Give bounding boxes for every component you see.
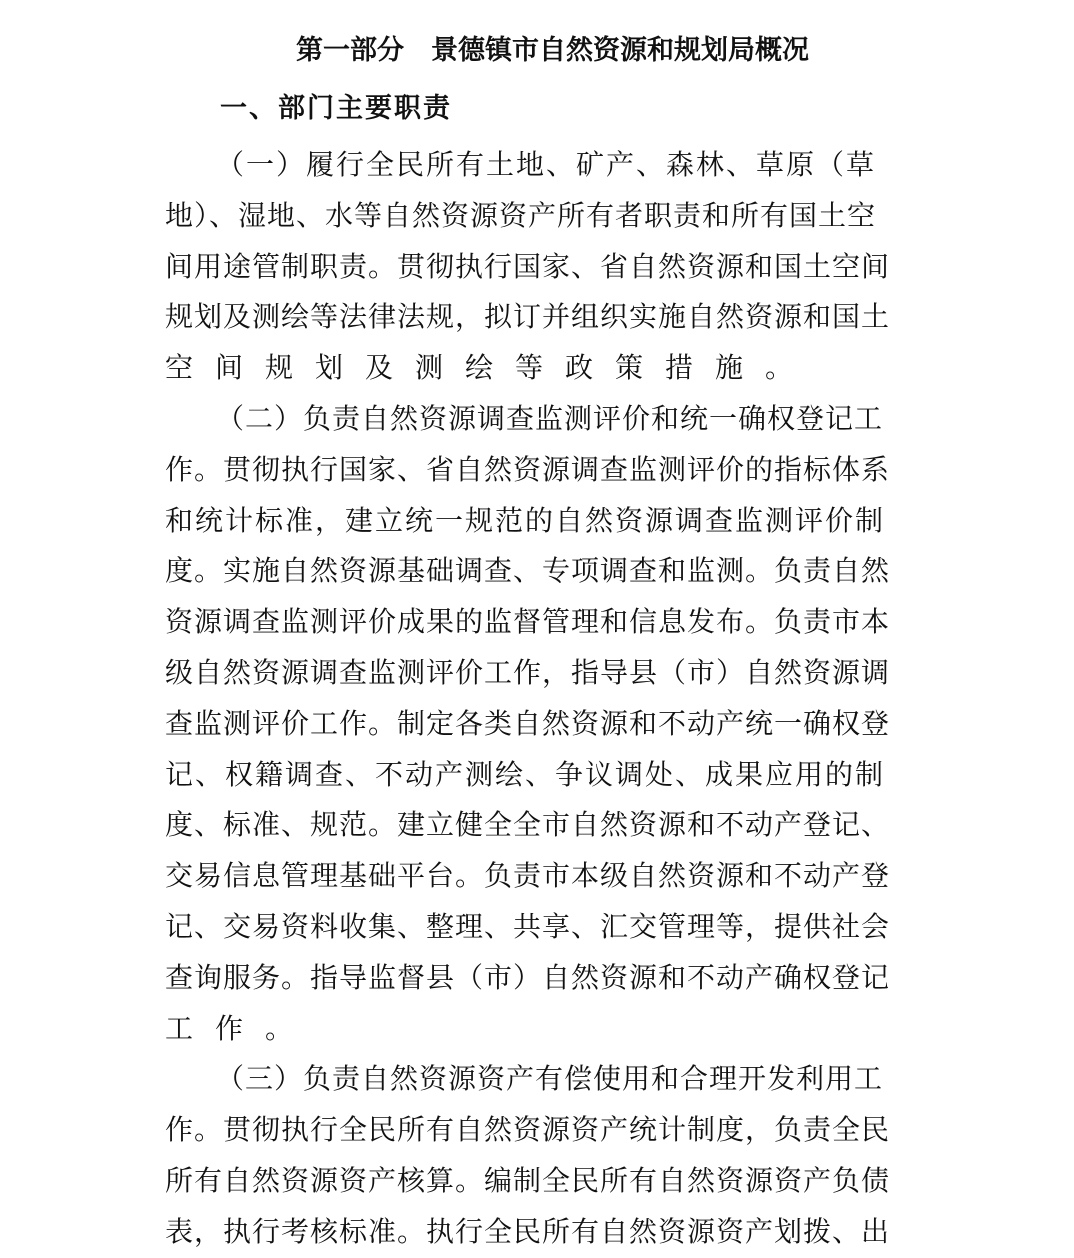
text-line: 地）、湿地、水等自然资源资产所有者职责和所有国土空 bbox=[165, 198, 877, 232]
text-line: 作。贯彻执行全民所有自然资源资产统计制度，负责全民 bbox=[165, 1113, 891, 1147]
text-line: 查监测评价工作。制定各类自然资源和不动产统一确权登 bbox=[165, 706, 891, 740]
text-line: 空间规划及测绘等政策措施。 bbox=[165, 351, 816, 385]
text-line: 规划及测绘等法律法规，拟订并组织实施自然资源和国土 bbox=[165, 300, 891, 334]
text-line: 表，执行考核标准。执行全民所有自然资源资产划拨、出 bbox=[165, 1214, 891, 1248]
text-line: 所有自然资源资产核算。编制全民所有自然资源资产负债 bbox=[165, 1163, 891, 1197]
section-heading: 一、部门主要职责 bbox=[220, 93, 452, 124]
text-line: 间用途管制职责。贯彻执行国家、省自然资源和国土空间 bbox=[165, 249, 891, 283]
text-line: 度、标准、规范。建立健全全市自然资源和不动产登记、 bbox=[165, 808, 891, 842]
text-line: 和统计标准，建立统一规范的自然资源调查监测评价制 bbox=[165, 503, 886, 537]
text-line: 查询服务。指导监督县（市）自然资源和不动产确权登记 bbox=[165, 960, 891, 994]
text-line: 记、交易资料收集、整理、共享、汇交管理等，提供社会 bbox=[165, 909, 891, 943]
page-title: 第一部分 景德镇市自然资源和规划局概况 bbox=[296, 35, 809, 66]
text-line: （二）负责自然资源调查监测评价和统一确权登记工 bbox=[216, 401, 884, 435]
text-line: 作。贯彻执行国家、省自然资源调查监测评价的指标体系 bbox=[165, 452, 891, 486]
document-body bbox=[165, 140, 895, 1258]
text-line: 级自然资源调查监测评价工作，指导县（市）自然资源调 bbox=[165, 655, 891, 689]
text-line: 工作。 bbox=[165, 1011, 316, 1045]
text-line: 交易信息管理基础平台。负责市本级自然资源和不动产登 bbox=[165, 859, 891, 893]
text-line: （三）负责自然资源资产有偿使用和合理开发利用工 bbox=[216, 1062, 884, 1096]
text-line: 记、权籍调查、不动产测绘、争议调处、成果应用的制 bbox=[165, 757, 886, 791]
text-line: 资源调查监测评价成果的监督管理和信息发布。负责市本 bbox=[165, 605, 891, 639]
text-line: 度。实施自然资源基础调查、专项调查和监测。负责自然 bbox=[165, 554, 891, 588]
text-line: （一）履行全民所有土地、矿产、森林、草原（草 bbox=[216, 148, 877, 181]
